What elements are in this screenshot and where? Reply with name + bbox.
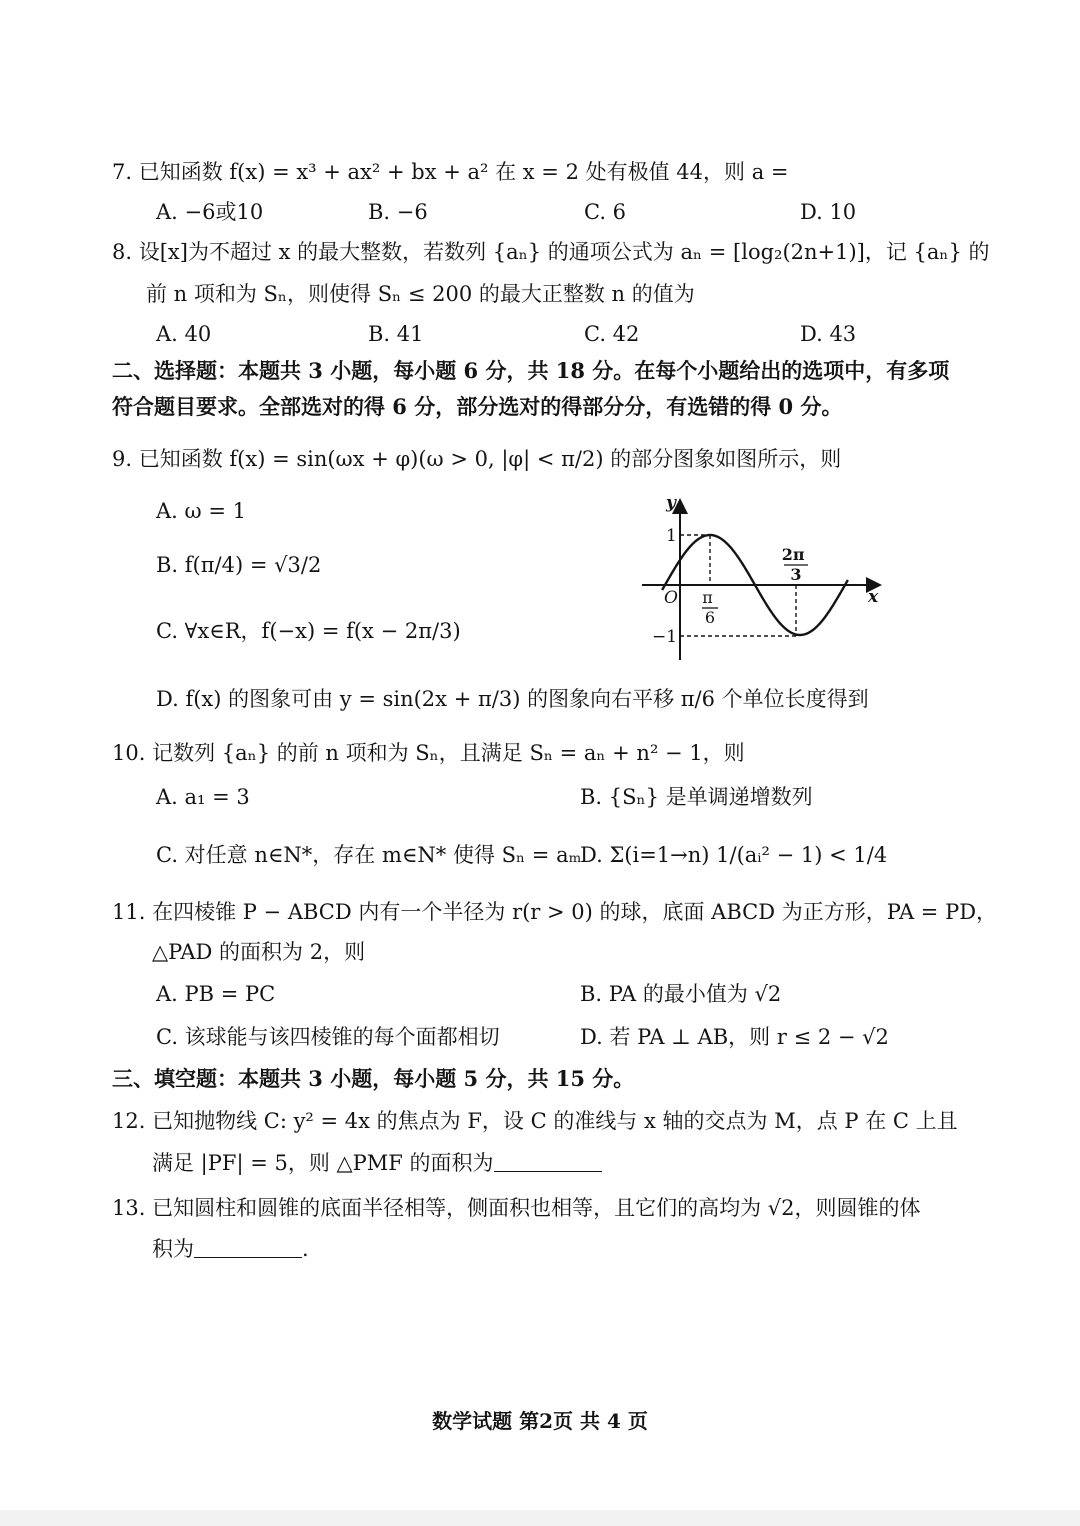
graph-tick-pi6-label: π 6 xyxy=(702,588,716,627)
graph-x-label: x xyxy=(868,587,879,607)
q7-option-d: D. 10 xyxy=(800,200,857,224)
q13-answer-blank[interactable] xyxy=(194,1235,302,1258)
q11-option-b: B. PA 的最小值为 √2 xyxy=(580,982,782,1006)
q10-option-c: C. 对任意 n∈N*，存在 m∈N* 使得 Sₙ = aₘ xyxy=(156,843,582,867)
q8-stem-line1: 8. 设[x]为不超过 x 的最大整数，若数列 {aₙ} 的通项公式为 aₙ = [log₂(2n+1)]，记 {aₙ} 的 xyxy=(112,240,990,264)
q7-option-c: C. 6 xyxy=(584,200,627,224)
q13-tail: . xyxy=(302,1237,309,1261)
q8-stem-line2: 前 n 项和为 Sₙ，则使得 Sₙ ≤ 200 的最大正整数 n 的值为 xyxy=(146,282,695,306)
q10-stem: 10. 记数列 {aₙ} 的前 n 项和为 Sₙ，且满足 Sₙ = aₙ + n² − 1，则 xyxy=(112,741,745,765)
q9-option-a: A. ω = 1 xyxy=(156,499,246,523)
graph-tick-2pi3-label: 2π 3 xyxy=(781,545,805,584)
q7-stem: 7. 已知函数 f(x) = x³ + ax² + bx + a² 在 x = 2 处有极值 44，则 a = xyxy=(112,160,789,184)
q13-stem-line1: 13. 已知圆柱和圆锥的底面半径相等，侧面积也相等，且它们的高均为 √2，则圆锥的体 xyxy=(112,1196,921,1220)
graph-origin-label: O xyxy=(664,588,678,608)
q10-option-b: B. {Sₙ} 是单调递增数列 xyxy=(580,785,813,809)
q7-option-a: A. −6或10 xyxy=(156,200,264,224)
q12-answer-blank[interactable] xyxy=(494,1149,602,1172)
q13-stem-line2-wrap xyxy=(152,1234,309,1264)
q9-option-d: D. f(x) 的图象可由 y = sin(2x + π/3) 的图象向右平移 π/6 个单位长度得到 xyxy=(156,687,869,711)
scan-bottom-edge xyxy=(0,1510,1080,1526)
section2-heading-line1: 二、选择题：本题共 3 小题，每小题 6 分，共 18 分。在每个小题给出的选项中，有多项 xyxy=(112,358,950,383)
q8-option-c: C. 42 xyxy=(584,322,640,346)
q8-option-a: A. 40 xyxy=(156,322,212,346)
section3-heading: 三、填空题：本题共 3 小题，每小题 5 分，共 15 分。 xyxy=(112,1066,635,1091)
q13-stem-line2: 积为 xyxy=(152,1237,194,1261)
q9-stem: 9. 已知函数 f(x) = sin(ωx + φ)(ω > 0, |φ| < π/2) 的部分图象如图所示，则 xyxy=(112,447,842,471)
q11-stem-line2: △PAD 的面积为 2，则 xyxy=(152,940,366,964)
q12-stem-line1: 12. 已知抛物线 C: y² = 4x 的焦点为 F，设 C 的准线与 x 轴的交点为 M，点 P 在 C 上且 xyxy=(112,1109,958,1133)
graph-y-label: y xyxy=(666,493,676,513)
page-footer: 数学试题 第2页 共 4 页 xyxy=(432,1409,648,1433)
q10-option-a: A. a₁ = 3 xyxy=(156,785,250,809)
q8-option-b: B. 41 xyxy=(368,322,424,346)
q11-option-c: C. 该球能与该四棱锥的每个面都相切 xyxy=(156,1025,500,1049)
q12-stem-line2: 满足 |PF| = 5，则 △PMF 的面积为 xyxy=(152,1151,494,1175)
graph-y-max-label: 1 xyxy=(666,526,677,546)
graph-y-min-label: −1 xyxy=(652,627,678,647)
q11-stem-line1: 11. 在四棱锥 P − ABCD 内有一个半径为 r(r > 0) 的球，底面 ABCD 为正方形，PA = PD， xyxy=(112,900,998,924)
section2-heading-line2: 符合题目要求。全部选对的得 6 分，部分选对的得部分分，有选错的得 0 分。 xyxy=(112,394,843,419)
q8-option-d: D. 43 xyxy=(800,322,857,346)
q9-option-b: B. f(π/4) = √3/2 xyxy=(156,553,322,577)
q7-option-b: B. −6 xyxy=(368,200,428,224)
q9-option-c: C. ∀x∈R，f(−x) = f(x − 2π/3) xyxy=(156,619,461,643)
q12-stem-line2-wrap xyxy=(152,1148,602,1178)
q10-option-d: D. Σ(i=1→n) 1/(aᵢ² − 1) < 1/4 xyxy=(580,843,888,867)
q9-sine-graph xyxy=(640,492,890,664)
q11-option-d: D. 若 PA ⊥ AB，则 r ≤ 2 − √2 xyxy=(580,1025,889,1049)
q11-option-a: A. PB = PC xyxy=(156,982,276,1006)
